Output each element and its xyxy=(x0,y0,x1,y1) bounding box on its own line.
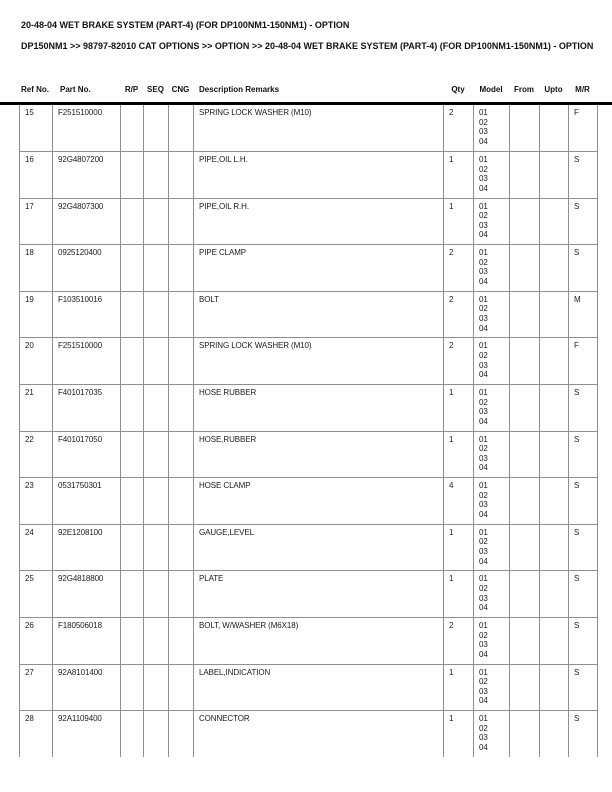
upto-cell xyxy=(540,478,569,525)
model-line: 03 xyxy=(479,453,488,463)
model-cell xyxy=(474,571,510,618)
column-header-ref-no: Ref No. xyxy=(21,85,49,94)
mr-cell: S xyxy=(569,664,598,711)
part-no-cell: 92E1208100 xyxy=(53,524,121,571)
model-line: 02 xyxy=(479,584,488,594)
seq-cell xyxy=(144,105,169,152)
page-title: 20-48-04 WET BRAKE SYSTEM (PART-4) (FOR DP100NM1-150NM1) - OPTION xyxy=(21,20,350,30)
mr-cell: S xyxy=(569,385,598,432)
model-cell xyxy=(474,431,510,478)
model-line: 01 xyxy=(479,621,488,631)
part-no-cell: F401017050 xyxy=(53,431,121,478)
from-cell xyxy=(510,291,540,338)
model-line: 01 xyxy=(479,527,488,537)
model-line: 03 xyxy=(479,593,488,603)
model-line: 04 xyxy=(479,416,488,426)
qty-cell: 1 xyxy=(444,571,474,618)
description-cell: GAUGE,LEVEL xyxy=(194,524,444,571)
rp-cell xyxy=(121,385,144,432)
table-row xyxy=(20,478,598,525)
upto-cell xyxy=(540,431,569,478)
rp-cell xyxy=(121,291,144,338)
model-line: 01 xyxy=(479,481,488,491)
model-line: 02 xyxy=(479,677,488,687)
model-line: 02 xyxy=(479,630,488,640)
upto-cell xyxy=(540,152,569,199)
upto-cell xyxy=(540,338,569,385)
ref-no-cell: 27 xyxy=(20,664,53,711)
ref-no-cell: 22 xyxy=(20,431,53,478)
ref-no-cell: 19 xyxy=(20,291,53,338)
model-line: 04 xyxy=(479,230,488,240)
parts-table-body xyxy=(20,105,598,757)
qty-cell: 1 xyxy=(444,664,474,711)
ref-no-cell: 18 xyxy=(20,245,53,292)
cng-cell xyxy=(169,105,194,152)
upto-cell xyxy=(540,711,569,758)
from-cell xyxy=(510,152,540,199)
qty-cell: 1 xyxy=(444,524,474,571)
cng-cell xyxy=(169,152,194,199)
cng-cell xyxy=(169,711,194,758)
rp-cell xyxy=(121,245,144,292)
description-cell: HOSE RUBBER xyxy=(194,385,444,432)
model-line: 02 xyxy=(479,397,488,407)
seq-cell xyxy=(144,711,169,758)
seq-cell xyxy=(144,664,169,711)
seq-cell xyxy=(144,618,169,665)
table-row xyxy=(20,431,598,478)
rp-cell xyxy=(121,198,144,245)
table-column-headers xyxy=(19,85,597,95)
seq-cell xyxy=(144,338,169,385)
upto-cell xyxy=(540,385,569,432)
qty-cell: 2 xyxy=(444,618,474,665)
description-cell: PIPE,OIL R.H. xyxy=(194,198,444,245)
part-no-cell: 92A1109400 xyxy=(53,711,121,758)
model-cell xyxy=(474,105,510,152)
cng-cell xyxy=(169,571,194,618)
model-line: 04 xyxy=(479,323,488,333)
seq-cell xyxy=(144,524,169,571)
mr-cell: S xyxy=(569,711,598,758)
model-cell xyxy=(474,618,510,665)
column-header-cng: CNG xyxy=(171,85,190,94)
column-header-upto: Upto xyxy=(544,85,563,94)
seq-cell xyxy=(144,245,169,292)
from-cell xyxy=(510,711,540,758)
model-line: 04 xyxy=(479,603,488,613)
qty-cell: 1 xyxy=(444,711,474,758)
cng-cell xyxy=(169,291,194,338)
table-row xyxy=(20,571,598,618)
model-line: 01 xyxy=(479,155,488,165)
rp-cell xyxy=(121,618,144,665)
model-line: 02 xyxy=(479,164,488,174)
table-row xyxy=(20,664,598,711)
part-no-cell: F180506018 xyxy=(53,618,121,665)
table-row xyxy=(20,385,598,432)
model-line: 03 xyxy=(479,547,488,557)
column-header-qty: Qty xyxy=(451,85,465,94)
model-line: 01 xyxy=(479,201,488,211)
model-cell xyxy=(474,711,510,758)
model-cell xyxy=(474,245,510,292)
rp-cell xyxy=(121,105,144,152)
from-cell xyxy=(510,524,540,571)
rp-cell xyxy=(121,338,144,385)
cng-cell xyxy=(169,524,194,571)
model-line: 03 xyxy=(479,314,488,324)
model-line: 03 xyxy=(479,220,488,230)
seq-cell xyxy=(144,198,169,245)
seq-cell xyxy=(144,291,169,338)
model-line: 02 xyxy=(479,257,488,267)
part-no-cell: F401017035 xyxy=(53,385,121,432)
model-line: 03 xyxy=(479,407,488,417)
ref-no-cell: 17 xyxy=(20,198,53,245)
model-line: 02 xyxy=(479,304,488,314)
qty-cell: 1 xyxy=(444,385,474,432)
part-no-cell: F103510016 xyxy=(53,291,121,338)
model-line: 04 xyxy=(479,743,488,752)
table-row xyxy=(20,105,598,152)
part-no-cell: 0531750301 xyxy=(53,478,121,525)
model-line: 01 xyxy=(479,667,488,677)
from-cell xyxy=(510,431,540,478)
ref-no-cell: 23 xyxy=(20,478,53,525)
mr-cell: S xyxy=(569,478,598,525)
model-line: 01 xyxy=(479,341,488,351)
ref-no-cell: 24 xyxy=(20,524,53,571)
model-line: 03 xyxy=(479,360,488,370)
upto-cell xyxy=(540,245,569,292)
ref-no-cell: 16 xyxy=(20,152,53,199)
model-line: 01 xyxy=(479,108,488,117)
seq-cell xyxy=(144,385,169,432)
table-row xyxy=(20,198,598,245)
model-line: 03 xyxy=(479,267,488,277)
from-cell xyxy=(510,618,540,665)
table-row xyxy=(20,711,598,758)
description-cell: PIPE CLAMP xyxy=(194,245,444,292)
cng-cell xyxy=(169,664,194,711)
column-header-description: Description Remarks xyxy=(199,85,280,94)
mr-cell: S xyxy=(569,152,598,199)
cng-cell xyxy=(169,478,194,525)
model-line: 01 xyxy=(479,248,488,258)
from-cell xyxy=(510,245,540,292)
rp-cell xyxy=(121,152,144,199)
column-header-model: Model xyxy=(479,85,503,94)
breadcrumb: DP150NM1 >> 98797-82010 CAT OPTIONS >> OPTION >> 20-48-04 WET BRAKE SYSTEM (PART-4) (FOR DP100NM1-150NM1) - OPTION xyxy=(21,41,594,51)
model-line: 04 xyxy=(479,556,488,566)
model-cell xyxy=(474,478,510,525)
from-cell xyxy=(510,571,540,618)
mr-cell: S xyxy=(569,198,598,245)
model-line: 04 xyxy=(479,649,488,659)
mr-cell: F xyxy=(569,338,598,385)
model-line: 04 xyxy=(479,370,488,380)
description-cell: SPRING LOCK WASHER (M10) xyxy=(194,105,444,152)
from-cell xyxy=(510,338,540,385)
model-line: 04 xyxy=(479,510,488,520)
ref-no-cell: 25 xyxy=(20,571,53,618)
upto-cell xyxy=(540,618,569,665)
ref-no-cell: 26 xyxy=(20,618,53,665)
qty-cell: 2 xyxy=(444,245,474,292)
table-row xyxy=(20,524,598,571)
mr-cell: S xyxy=(569,571,598,618)
model-line: 02 xyxy=(479,723,488,733)
cng-cell xyxy=(169,431,194,478)
model-cell xyxy=(474,524,510,571)
model-line: 02 xyxy=(479,537,488,547)
rp-cell xyxy=(121,478,144,525)
description-cell: SPRING LOCK WASHER (M10) xyxy=(194,338,444,385)
model-line: 02 xyxy=(479,490,488,500)
table-row xyxy=(20,618,598,665)
model-line: 02 xyxy=(479,444,488,454)
description-cell: LABEL,INDICATION xyxy=(194,664,444,711)
model-line: 01 xyxy=(479,714,488,724)
model-line: 01 xyxy=(479,388,488,398)
upto-cell xyxy=(540,105,569,152)
column-header-part-no: Part No. xyxy=(60,85,91,94)
part-no-cell: 0925120400 xyxy=(53,245,121,292)
model-line: 03 xyxy=(479,640,488,650)
mr-cell: F xyxy=(569,105,598,152)
upto-cell xyxy=(540,291,569,338)
ref-no-cell: 20 xyxy=(20,338,53,385)
qty-cell: 1 xyxy=(444,152,474,199)
cng-cell xyxy=(169,198,194,245)
cng-cell xyxy=(169,385,194,432)
parts-table xyxy=(19,105,598,757)
model-line: 04 xyxy=(479,183,488,193)
rp-cell xyxy=(121,524,144,571)
description-cell: HOSE CLAMP xyxy=(194,478,444,525)
model-line: 03 xyxy=(479,127,488,137)
model-line: 01 xyxy=(479,434,488,444)
model-line: 02 xyxy=(479,117,488,127)
mr-cell: S xyxy=(569,245,598,292)
description-cell: BOLT, W/WASHER (M6X18) xyxy=(194,618,444,665)
part-no-cell: 92G4807200 xyxy=(53,152,121,199)
table-row xyxy=(20,245,598,292)
model-line: 01 xyxy=(479,574,488,584)
mr-cell: S xyxy=(569,618,598,665)
column-header-rp: R/P xyxy=(124,85,139,94)
model-line: 01 xyxy=(479,294,488,304)
rp-cell xyxy=(121,711,144,758)
qty-cell: 2 xyxy=(444,105,474,152)
rp-cell xyxy=(121,431,144,478)
from-cell xyxy=(510,385,540,432)
seq-cell xyxy=(144,478,169,525)
model-line: 04 xyxy=(479,696,488,706)
cng-cell xyxy=(169,618,194,665)
upto-cell xyxy=(540,664,569,711)
model-cell xyxy=(474,291,510,338)
model-cell xyxy=(474,198,510,245)
description-cell: HOSE,RUBBER xyxy=(194,431,444,478)
from-cell xyxy=(510,478,540,525)
model-line: 04 xyxy=(479,463,488,473)
qty-cell: 4 xyxy=(444,478,474,525)
mr-cell: S xyxy=(569,431,598,478)
upto-cell xyxy=(540,524,569,571)
table-row xyxy=(20,152,598,199)
mr-cell: S xyxy=(569,524,598,571)
ref-no-cell: 28 xyxy=(20,711,53,758)
from-cell xyxy=(510,664,540,711)
model-line: 03 xyxy=(479,174,488,184)
qty-cell: 2 xyxy=(444,338,474,385)
model-cell xyxy=(474,385,510,432)
model-line: 03 xyxy=(479,733,488,743)
model-cell xyxy=(474,664,510,711)
model-line: 04 xyxy=(479,277,488,287)
description-cell: PIPE,OIL L.H. xyxy=(194,152,444,199)
model-line: 03 xyxy=(479,686,488,696)
part-no-cell: 92G4818800 xyxy=(53,571,121,618)
seq-cell xyxy=(144,571,169,618)
part-no-cell: 92G4807300 xyxy=(53,198,121,245)
description-cell: BOLT xyxy=(194,291,444,338)
ref-no-cell: 21 xyxy=(20,385,53,432)
ref-no-cell: 15 xyxy=(20,105,53,152)
part-no-cell: F251510000 xyxy=(53,105,121,152)
model-line: 04 xyxy=(479,136,488,146)
rp-cell xyxy=(121,571,144,618)
model-cell xyxy=(474,152,510,199)
table-row xyxy=(20,338,598,385)
description-cell: PLATE xyxy=(194,571,444,618)
cng-cell xyxy=(169,245,194,292)
upto-cell xyxy=(540,198,569,245)
from-cell xyxy=(510,105,540,152)
qty-cell: 1 xyxy=(444,431,474,478)
model-line: 03 xyxy=(479,500,488,510)
table-row xyxy=(20,291,598,338)
column-header-from: From xyxy=(514,85,534,94)
description-cell: CONNECTOR xyxy=(194,711,444,758)
qty-cell: 2 xyxy=(444,291,474,338)
part-no-cell: F251510000 xyxy=(53,338,121,385)
column-header-seq: SEQ xyxy=(147,85,164,94)
model-line: 02 xyxy=(479,211,488,221)
part-no-cell: 92A8101400 xyxy=(53,664,121,711)
seq-cell xyxy=(144,152,169,199)
from-cell xyxy=(510,198,540,245)
qty-cell: 1 xyxy=(444,198,474,245)
column-header-mr: M/R xyxy=(575,85,590,94)
cng-cell xyxy=(169,338,194,385)
upto-cell xyxy=(540,571,569,618)
model-line: 02 xyxy=(479,351,488,361)
rp-cell xyxy=(121,664,144,711)
seq-cell xyxy=(144,431,169,478)
model-cell xyxy=(474,338,510,385)
mr-cell: M xyxy=(569,291,598,338)
